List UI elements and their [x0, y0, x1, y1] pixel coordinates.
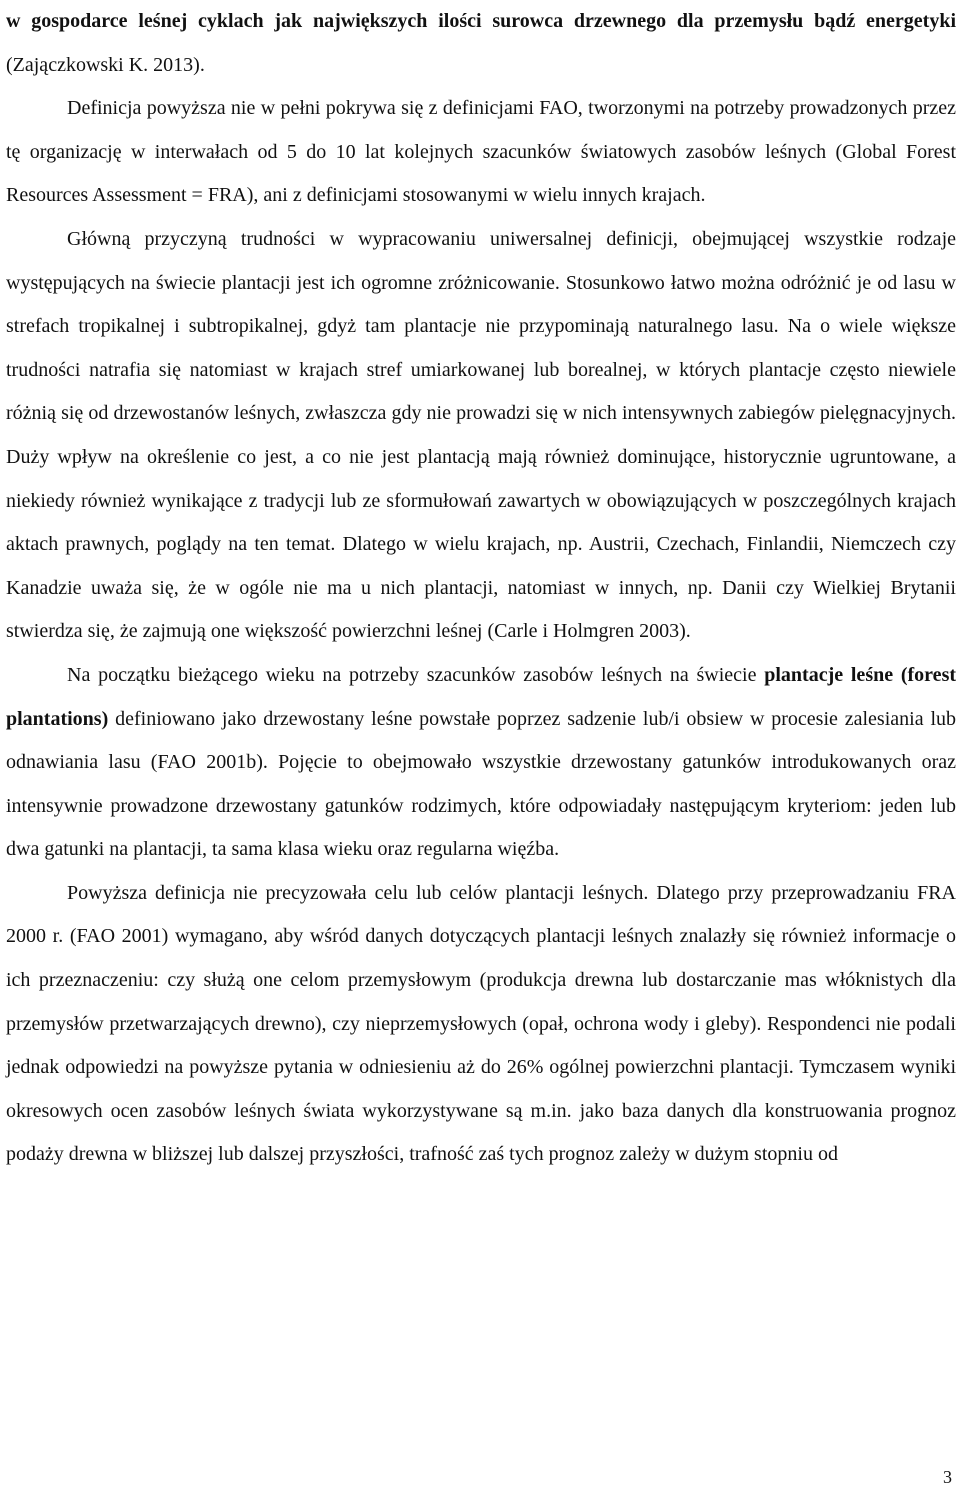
paragraph-text: (Zajączkowski K. 2013). [6, 53, 205, 76]
paragraph-forest-plantations-definition [6, 654, 956, 872]
bold-phrase: w gospodarce leśnej cyklach jak największych ilości surowca drzewnego dla przemysłu bądź energetyki [6, 10, 956, 32]
paragraph-text: definiowano jako drzewostany leśne powstałe poprzez sadzenie lub/i obsiew w procesie zalesiania lub odnawiania lasu (FAO 2001b). Pojęcie to obejmowało wszystkie drzewostany gatunków introdukowanych oraz intensywnie prowadzone drzewostany gatunków rodzimych, które odpowiadały następującym kryteriom: jeden lub dwa gatunki na plantacji, ta sama klasa wieku oraz regularna więźba. [6, 707, 956, 861]
paragraph-fao-definitions: Definicja powyższa nie w pełni pokrywa się z definicjami FAO, tworzonymi na potrzeby prowadzonych przez tę organizację w interwałach od 5 do 10 lat kolejnych szacunków światowych zasobów leśnych (Global Forest Resources Assessment = FRA), ani z definicjami stosowanymi w wielu innych krajach. [6, 97, 956, 207]
document-page [6, 0, 956, 1177]
bold-term: plantacje leśne (forest plantations) [6, 663, 957, 730]
paragraph-plantation-diversity: Główną przyczyną trudności w wypracowaniu uniwersalnej definicji, obejmującej wszystkie rodzaje występujących na świecie plantacji jest ich ogromne zróżnicowanie. Stosunkowo łatwo można odróżnić je od lasu w strefach tropikalnej i subtropikalnej, gdyż tam plantacje nie przypominają naturalnego lasu. Na o wiele większe trudności natrafia się natomiast w krajach stref umiarkowanej lub borealnej, w których plantacje często niewiele różnią się od drzewostanów leśnych, zwłaszcza gdy nie prowadzi się w nich intensywnych zabiegów pielęgnacyjnych. Duży wpływ na określenie co jest, a co nie jest plantacją mają również dominujące, historycznie ugruntowane, a niekiedy również wynikające z tradycji lub ze sformułowań zawartych w obowiązujących w poszczególnych krajach aktach prawnych, poglądy na ten temat. Dlatego w wielu krajach, np. Austrii, Czechach, Finlandii, Niemczech czy Kanadzie uważa się, że w ogóle nie ma u nich plantacji, natomiast w innych, np. Danii czy Wielkiej Brytanii stwierdza się, że zajmują one większość powierzchni leśnej (Carle i Holmgren 2003). [6, 227, 956, 643]
paragraph-text: Na początku bieżącego wieku na potrzeby szacunków zasobów leśnych na świecie [67, 663, 765, 686]
paragraph-continuation [6, 0, 956, 87]
page-number: 3 [943, 1467, 952, 1487]
paragraph-fra-2000: Powyższa definicja nie precyzowała celu lub celów plantacji leśnych. Dlatego przy przeprowadzaniu FRA 2000 r. (FAO 2001) wymagano, aby wśród danych dotyczących plantacji leśnych znalazły się również informacje o ich przeznaczeniu: czy służą one celom przemysłowym (produkcja drewna lub dostarczanie mas włóknistych dla przemysłów przetwarzających drewno), czy nieprzemysłowych (opał, ochrona wody i gleby). Respondenci nie podali jednak odpowiedzi na powyższe pytania w odniesieniu aż do 26% ogólnej powierzchni plantacji. Tymczasem wyniki okresowych ocen zasobów leśnych świata wykorzystywane są m.in. jako baza danych dla konstruowania prognoz podaży drewna w bliższej lub dalszej przyszłości, trafność zaś tych prognoz zależy w dużym stopniu od [6, 881, 956, 1166]
